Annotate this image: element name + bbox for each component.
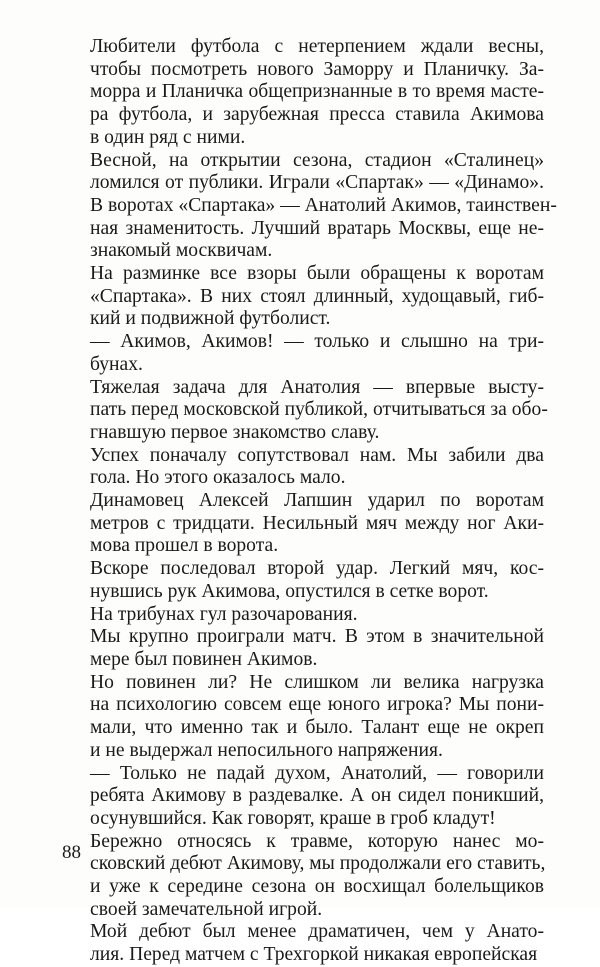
paragraph (62, 149, 557, 264)
text-line: ломился от публики. Играли «Спартак» — «Динамо». (90, 172, 544, 194)
text-line: ная знаменитость. Лучший вратарь Москвы, еще не- (90, 217, 544, 239)
text-line: морра и Планичка общепризнанные в то время масте- (90, 81, 544, 103)
text-line: и уже к середине сезона он восхищал болельщиков (90, 876, 544, 898)
text-line: пать перед московской публикой, отчитываться за обо- (90, 399, 548, 421)
paragraph (62, 921, 544, 966)
text-line: чтобы посмотреть нового Заморру и Планичку. За- (90, 58, 544, 80)
text-line: гнавшую первое знакомство славу. (90, 421, 380, 443)
paragraph (62, 376, 548, 445)
text-line: Но повинен ли? Не слишком ли велика нагрузка (90, 671, 544, 693)
text-line: сковский дебют Акимову, мы продолжали его ставить, (90, 853, 546, 875)
paragraph (62, 672, 544, 763)
text-line: мова прошел в ворота. (90, 535, 279, 557)
paragraph (62, 626, 544, 671)
text-line: На трибунах гул разочарования. (90, 603, 358, 625)
text-line: гола. Но этого оказалось мало. (90, 467, 346, 489)
paragraph (62, 36, 544, 150)
text-line: на психологию совсем еще юного игрока? Мы пони- (90, 694, 544, 716)
text-line: В воротах «Спартака» — Анатолий Акимов, таинствен- (90, 194, 557, 216)
text-line: — Только не падай духом, Анатолий, — говорили (90, 762, 544, 784)
text-line: бунах. (90, 353, 143, 375)
text-line: лия. Перед матчем с Трехгоркой никакая европейская (90, 944, 538, 966)
text-line: Динамовец Алексей Лапшин ударил по воротам (90, 490, 544, 512)
paragraph (62, 263, 544, 331)
paragraph (62, 331, 544, 376)
page-number: 88 (62, 842, 81, 863)
text-line: Тяжелая задача для Анатолия — впервые высту- (90, 376, 544, 398)
text-line: осунувшийся. Как говорят, краше в гроб кладут! (90, 807, 496, 829)
text-line: и не выдержал непосильного напряжения. (90, 739, 443, 761)
text-line: метров с тридцати. Несильный мяч между ног Аки- (90, 512, 544, 534)
paragraph (62, 763, 544, 831)
body-text (62, 36, 557, 967)
text-line: На разминке все взоры были обращены к воротам (90, 263, 544, 285)
text-line: мали, что именно так и было. Талант еще не окреп (90, 717, 544, 739)
text-line: Мой дебют был менее драматичен, чем у Анато- (90, 921, 544, 943)
paragraph (62, 558, 544, 603)
text-line: Вскоре последовал второй удар. Легкий мяч, кос- (90, 558, 544, 580)
text-line: ра футбола, и зарубежная пресса ставила Акимова (90, 104, 544, 126)
paragraph (62, 445, 544, 490)
text-line: Мы крупно проиграли матч. В этом в значительной (90, 626, 544, 648)
text-line: ребята Акимову в раздевалке. А он сидел поникший, (90, 785, 544, 807)
text-line: своей замечательной игрой. (90, 898, 323, 920)
text-line: Бережно относясь к травме, которую нанес мо- (90, 830, 544, 852)
text-line: — Акимов, Акимов! — только и слышно на три- (90, 331, 544, 353)
text-line: нувшись рук Акимова, опустился в сетке ворот. (90, 580, 489, 602)
paragraph (62, 604, 544, 627)
text-line: Успех поначалу сопутствовал нам. Мы забили два (90, 444, 544, 466)
text-line: Весной, на открытии сезона, стадион «Сталинец» (90, 149, 544, 171)
text-line: Любители футбола с нетерпением ждали весны, (90, 36, 544, 57)
text-line: знакомый москвичам. (90, 240, 273, 262)
text-line: «Спартака». В них стоял длинный, худощавый, гиб- (90, 285, 544, 307)
text-line: мере был повинен Акимов. (90, 648, 318, 670)
text-line: в один ряд с ними. (90, 126, 246, 148)
text-line: кий и подвижной футболист. (90, 308, 331, 330)
paragraph (62, 490, 544, 558)
